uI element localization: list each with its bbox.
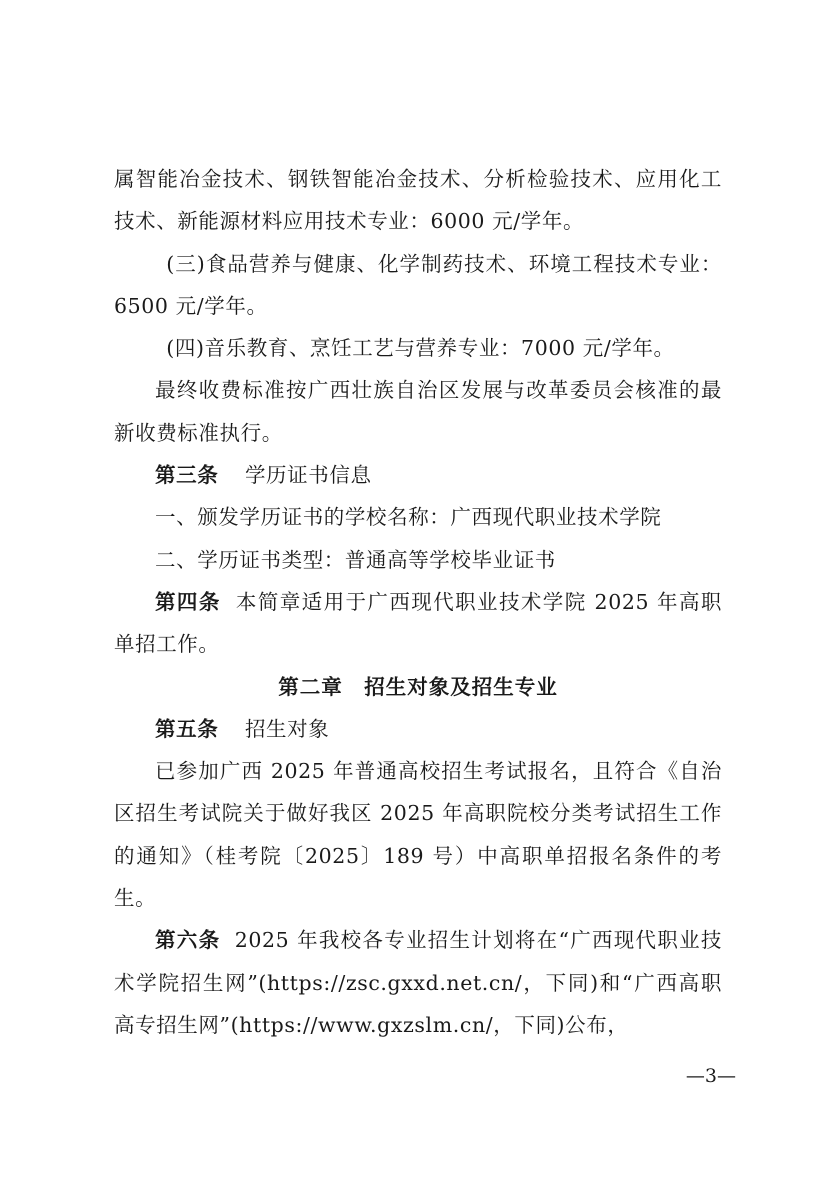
article-6-text: 2025 年我校各专业招生计划将在“广西现代职业技术学院招生网”(https://zsc.gxxd.net.cn/，下同)和“广西高职高专招生网”(https://www.gxzslm.cn/，下同)公布， <box>114 928 722 1037</box>
article-3-label: 第三条 <box>155 463 219 488</box>
chapter-2-heading: 第二章 招生对象及招生专业 <box>278 674 558 699</box>
fee-final-note: 最终收费标准按广西壮族自治区发展与改革委员会核准的最新收费标准执行。 <box>114 378 722 445</box>
certificate-school-name: 一、颁发学历证书的学校名称：广西现代职业技术学院 <box>155 505 662 530</box>
article-5-label: 第五条 <box>155 716 219 741</box>
article-4-label: 第四条 <box>155 589 221 614</box>
certificate-type: 二、学历证书类型：普通高等学校毕业证书 <box>155 547 556 572</box>
article-4 <box>114 581 722 666</box>
page-number: —3— <box>685 1065 736 1087</box>
fee-paragraph-4: (四)音乐教育、烹饪工艺与营养专业：7000 元/学年。 <box>166 336 675 361</box>
admission-eligibility: 已参加广西 2025 年普通高校招生考试报名，且符合《自治区招生考试院关于做好我区 2025 年高职院校分类考试招生工作的通知》（桂考院〔2025〕189 号）中高职单招报名条件的考生。 <box>114 759 722 911</box>
article-5 <box>114 708 722 750</box>
article-6 <box>114 919 722 1046</box>
article-3-text: 学历证书信息 <box>244 463 372 488</box>
article-5-text: 招生对象 <box>244 716 330 741</box>
fee-paragraph-3: (三)食品营养与健康、化学制药技术、环境工程技术专业：6500 元/学年。 <box>114 251 722 318</box>
article-6-label: 第六条 <box>155 928 221 953</box>
document-body <box>114 158 722 1046</box>
article-4-text: 本简章适用于广西现代职业技术学院 2025 年高职单招工作。 <box>114 589 722 657</box>
fee-paragraph-2: 属智能冶金技术、钢铁智能冶金技术、分析检验技术、应用化工技术、新能源材料应用技术专业：6000 元/学年。 <box>114 167 722 234</box>
article-3 <box>114 454 722 496</box>
